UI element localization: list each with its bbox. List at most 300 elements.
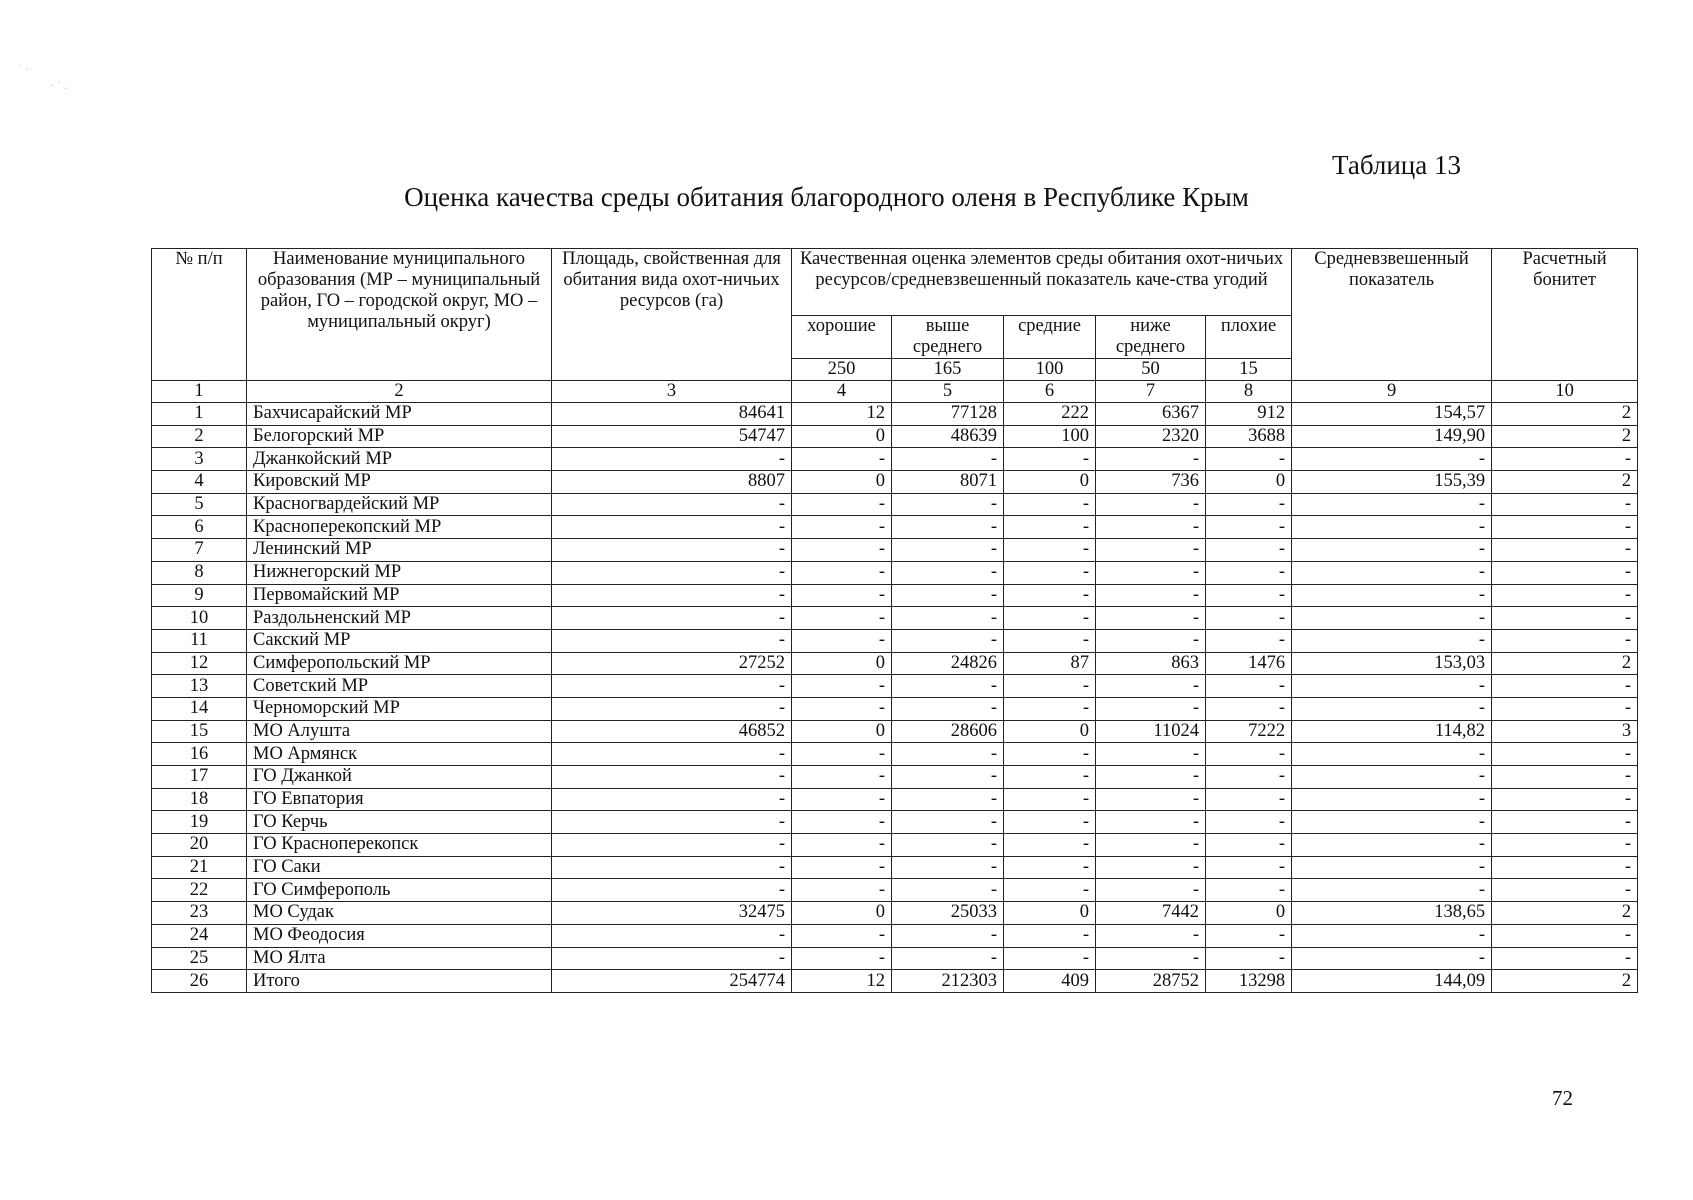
column-number: 4 xyxy=(792,381,892,403)
municipality-name: Бахчисарайский МР xyxy=(247,403,552,426)
column-number: 2 xyxy=(247,381,552,403)
row-number: 2 xyxy=(152,425,247,448)
row-number: 17 xyxy=(152,766,247,789)
average-value: 409 xyxy=(1004,970,1096,993)
below-average-value: - xyxy=(1096,493,1206,516)
below-average-value: - xyxy=(1096,561,1206,584)
average-value: - xyxy=(1004,493,1096,516)
municipality-name: Ленинский МР xyxy=(247,539,552,562)
average-value: - xyxy=(1004,697,1096,720)
habitat-area: - xyxy=(552,584,792,607)
below-average-value: - xyxy=(1096,607,1206,630)
row-number: 21 xyxy=(152,856,247,879)
table-row xyxy=(152,675,1638,698)
municipality-name: Советский МР xyxy=(247,675,552,698)
row-number: 18 xyxy=(152,788,247,811)
table-row xyxy=(152,970,1638,993)
municipality-name: ГО Саки xyxy=(247,856,552,879)
table-row xyxy=(152,697,1638,720)
column-number: 3 xyxy=(552,381,792,403)
scan-speck: · ˙ . xyxy=(50,78,67,92)
average-value: - xyxy=(1004,448,1096,471)
municipality-name: МО Ялта xyxy=(247,947,552,970)
good-value: - xyxy=(792,516,892,539)
weighted-index: 153,03 xyxy=(1292,652,1492,675)
average-value: - xyxy=(1004,856,1096,879)
poor-value: - xyxy=(1206,924,1292,947)
good-value: - xyxy=(792,856,892,879)
below-average-value: - xyxy=(1096,947,1206,970)
table-row xyxy=(152,947,1638,970)
weighted-index: - xyxy=(1292,834,1492,857)
poor-value: - xyxy=(1206,539,1292,562)
weight-above-average: 165 xyxy=(892,359,1004,381)
below-average-value: - xyxy=(1096,766,1206,789)
average-value: - xyxy=(1004,834,1096,857)
weighted-index: 149,90 xyxy=(1292,425,1492,448)
header-bonitet: Расчетный бонитет xyxy=(1492,249,1638,381)
poor-value: - xyxy=(1206,584,1292,607)
habitat-area: - xyxy=(552,743,792,766)
weighted-index: - xyxy=(1292,539,1492,562)
row-number: 22 xyxy=(152,879,247,902)
municipality-name: Джанкойский МР xyxy=(247,448,552,471)
poor-value: 0 xyxy=(1206,902,1292,925)
above-average-value: 8071 xyxy=(892,471,1004,494)
weighted-index: - xyxy=(1292,788,1492,811)
poor-value: - xyxy=(1206,448,1292,471)
habitat-area: - xyxy=(552,629,792,652)
above-average-value: - xyxy=(892,697,1004,720)
average-value: 0 xyxy=(1004,471,1096,494)
row-number: 25 xyxy=(152,947,247,970)
weighted-index: - xyxy=(1292,675,1492,698)
below-average-value: - xyxy=(1096,856,1206,879)
header-num: № п/п xyxy=(152,249,247,381)
municipality-name: МО Алушта xyxy=(247,720,552,743)
table-row xyxy=(152,493,1638,516)
weight-poor: 15 xyxy=(1206,359,1292,381)
poor-value: - xyxy=(1206,879,1292,902)
row-number: 7 xyxy=(152,539,247,562)
table-row xyxy=(152,561,1638,584)
weighted-index: - xyxy=(1292,493,1492,516)
table-row xyxy=(152,902,1638,925)
header-weighted: Средневзвешенный показатель xyxy=(1292,249,1492,381)
poor-value: 13298 xyxy=(1206,970,1292,993)
good-value: 0 xyxy=(792,425,892,448)
poor-value: - xyxy=(1206,629,1292,652)
municipality-name: Красноперекопский МР xyxy=(247,516,552,539)
table-row xyxy=(152,788,1638,811)
table-row xyxy=(152,539,1638,562)
below-average-value: - xyxy=(1096,697,1206,720)
above-average-value: - xyxy=(892,448,1004,471)
below-average-value: - xyxy=(1096,448,1206,471)
above-average-value: - xyxy=(892,607,1004,630)
table-row xyxy=(152,403,1638,426)
weighted-index: - xyxy=(1292,516,1492,539)
poor-value: - xyxy=(1206,675,1292,698)
below-average-value: - xyxy=(1096,743,1206,766)
municipality-name: Черноморский МР xyxy=(247,697,552,720)
column-number: 9 xyxy=(1292,381,1492,403)
row-number: 19 xyxy=(152,811,247,834)
below-average-value: - xyxy=(1096,675,1206,698)
poor-value: 1476 xyxy=(1206,652,1292,675)
good-value: - xyxy=(792,629,892,652)
table-body xyxy=(152,403,1638,993)
table-row xyxy=(152,516,1638,539)
habitat-area: 8807 xyxy=(552,471,792,494)
bonitet-value: - xyxy=(1492,607,1638,630)
row-number: 11 xyxy=(152,629,247,652)
habitat-area: - xyxy=(552,516,792,539)
row-number: 3 xyxy=(152,448,247,471)
table-row xyxy=(152,584,1638,607)
subheader-above-average: выше среднего xyxy=(892,316,1004,359)
habitat-area: 32475 xyxy=(552,902,792,925)
poor-value: 3688 xyxy=(1206,425,1292,448)
weighted-index: - xyxy=(1292,697,1492,720)
good-value: 0 xyxy=(792,720,892,743)
habitat-area: - xyxy=(552,607,792,630)
above-average-value: 48639 xyxy=(892,425,1004,448)
bonitet-value: - xyxy=(1492,924,1638,947)
row-number: 23 xyxy=(152,902,247,925)
below-average-value: 11024 xyxy=(1096,720,1206,743)
good-value: - xyxy=(792,879,892,902)
poor-value: - xyxy=(1206,811,1292,834)
bonitet-value: - xyxy=(1492,448,1638,471)
weight-below-average: 50 xyxy=(1096,359,1206,381)
header-name: Наименование муниципального образования (МР – муниципальный район, ГО – городской округ, МО – муниципальный округ) xyxy=(247,249,552,381)
habitat-area: - xyxy=(552,947,792,970)
poor-value: - xyxy=(1206,947,1292,970)
poor-value: - xyxy=(1206,766,1292,789)
weighted-index: 114,82 xyxy=(1292,720,1492,743)
bonitet-value: - xyxy=(1492,766,1638,789)
row-number: 8 xyxy=(152,561,247,584)
habitat-area: 254774 xyxy=(552,970,792,993)
good-value: - xyxy=(792,697,892,720)
average-value: 0 xyxy=(1004,720,1096,743)
above-average-value: - xyxy=(892,493,1004,516)
weighted-index: - xyxy=(1292,879,1492,902)
bonitet-value: - xyxy=(1492,856,1638,879)
bonitet-value: 2 xyxy=(1492,652,1638,675)
municipality-name: МО Судак xyxy=(247,902,552,925)
row-number: 13 xyxy=(152,675,247,698)
habitat-area: - xyxy=(552,539,792,562)
good-value: - xyxy=(792,924,892,947)
document-title: Оценка качества среды обитания благородного оленя в Республике Крым xyxy=(404,182,1249,212)
weighted-index: - xyxy=(1292,607,1492,630)
weighted-index: 138,65 xyxy=(1292,902,1492,925)
average-value: - xyxy=(1004,743,1096,766)
below-average-value: - xyxy=(1096,834,1206,857)
municipality-name: Белогорский МР xyxy=(247,425,552,448)
table-row xyxy=(152,720,1638,743)
good-value: - xyxy=(792,561,892,584)
poor-value: - xyxy=(1206,607,1292,630)
average-value: 0 xyxy=(1004,902,1096,925)
below-average-value: - xyxy=(1096,811,1206,834)
poor-value: - xyxy=(1206,788,1292,811)
municipality-name: ГО Красноперекопск xyxy=(247,834,552,857)
good-value: - xyxy=(792,539,892,562)
bonitet-value: - xyxy=(1492,539,1638,562)
habitat-area: - xyxy=(552,879,792,902)
bonitet-value: - xyxy=(1492,947,1638,970)
table-row xyxy=(152,856,1638,879)
weight-average: 100 xyxy=(1004,359,1096,381)
average-value: - xyxy=(1004,766,1096,789)
below-average-value: - xyxy=(1096,924,1206,947)
row-number: 16 xyxy=(152,743,247,766)
average-value: - xyxy=(1004,584,1096,607)
poor-value: - xyxy=(1206,856,1292,879)
row-number: 26 xyxy=(152,970,247,993)
habitat-area: - xyxy=(552,561,792,584)
good-value: - xyxy=(792,493,892,516)
row-number: 1 xyxy=(152,403,247,426)
average-value: - xyxy=(1004,629,1096,652)
good-value: 12 xyxy=(792,403,892,426)
good-value: 0 xyxy=(792,652,892,675)
good-value: - xyxy=(792,766,892,789)
table-row xyxy=(152,425,1638,448)
row-number: 5 xyxy=(152,493,247,516)
good-value: - xyxy=(792,811,892,834)
weighted-index: - xyxy=(1292,811,1492,834)
good-value: - xyxy=(792,448,892,471)
above-average-value: - xyxy=(892,834,1004,857)
above-average-value: - xyxy=(892,516,1004,539)
good-value: - xyxy=(792,584,892,607)
above-average-value: - xyxy=(892,947,1004,970)
above-average-value: 28606 xyxy=(892,720,1004,743)
below-average-value: - xyxy=(1096,788,1206,811)
bonitet-value: - xyxy=(1492,743,1638,766)
good-value: - xyxy=(792,788,892,811)
weighted-index: - xyxy=(1292,924,1492,947)
poor-value: - xyxy=(1206,743,1292,766)
average-value: 87 xyxy=(1004,652,1096,675)
average-value: - xyxy=(1004,924,1096,947)
above-average-value: - xyxy=(892,629,1004,652)
below-average-value: - xyxy=(1096,879,1206,902)
average-value: - xyxy=(1004,607,1096,630)
table-row xyxy=(152,924,1638,947)
municipality-name: Первомайский МР xyxy=(247,584,552,607)
header-quality: Качественная оценка элементов среды обитания охот-ничьих ресурсов/средневзвешенный показатель каче-ства угодий xyxy=(792,249,1292,316)
average-value: - xyxy=(1004,788,1096,811)
municipality-name: ГО Джанкой xyxy=(247,766,552,789)
habitat-area: - xyxy=(552,493,792,516)
average-value: - xyxy=(1004,947,1096,970)
below-average-value: - xyxy=(1096,516,1206,539)
municipality-name: ГО Керчь xyxy=(247,811,552,834)
municipality-name: Сакский МР xyxy=(247,629,552,652)
average-value: - xyxy=(1004,675,1096,698)
below-average-value: - xyxy=(1096,629,1206,652)
row-number: 6 xyxy=(152,516,247,539)
above-average-value: 24826 xyxy=(892,652,1004,675)
above-average-value: - xyxy=(892,675,1004,698)
municipality-name: МО Армянск xyxy=(247,743,552,766)
row-number: 10 xyxy=(152,607,247,630)
habitat-quality-table xyxy=(151,248,1638,993)
habitat-area: - xyxy=(552,788,792,811)
habitat-area: - xyxy=(552,924,792,947)
bonitet-value: 2 xyxy=(1492,970,1638,993)
below-average-value: 736 xyxy=(1096,471,1206,494)
good-value: 12 xyxy=(792,970,892,993)
habitat-area: - xyxy=(552,834,792,857)
bonitet-value: 2 xyxy=(1492,902,1638,925)
table-row xyxy=(152,766,1638,789)
below-average-value: - xyxy=(1096,584,1206,607)
bonitet-value: - xyxy=(1492,834,1638,857)
weighted-index: 144,09 xyxy=(1292,970,1492,993)
below-average-value: 28752 xyxy=(1096,970,1206,993)
good-value: - xyxy=(792,947,892,970)
good-value: - xyxy=(792,607,892,630)
good-value: - xyxy=(792,675,892,698)
bonitet-value: - xyxy=(1492,788,1638,811)
below-average-value: 6367 xyxy=(1096,403,1206,426)
table-row xyxy=(152,652,1638,675)
weighted-index: - xyxy=(1292,856,1492,879)
habitat-area: 27252 xyxy=(552,652,792,675)
table-row xyxy=(152,834,1638,857)
header-area: Площадь, свойственная для обитания вида охот-ничьих ресурсов (га) xyxy=(552,249,792,381)
row-number: 9 xyxy=(152,584,247,607)
bonitet-value: - xyxy=(1492,629,1638,652)
above-average-value: - xyxy=(892,561,1004,584)
good-value: - xyxy=(792,743,892,766)
table-row xyxy=(152,743,1638,766)
average-value: - xyxy=(1004,811,1096,834)
average-value: - xyxy=(1004,516,1096,539)
bonitet-value: - xyxy=(1492,516,1638,539)
bonitet-value: - xyxy=(1492,584,1638,607)
subheader-poor: плохие xyxy=(1206,316,1292,359)
table-label: Таблица 13 xyxy=(1332,150,1461,180)
poor-value: - xyxy=(1206,516,1292,539)
weighted-index: 155,39 xyxy=(1292,471,1492,494)
bonitet-value: 3 xyxy=(1492,720,1638,743)
row-number: 12 xyxy=(152,652,247,675)
scan-speck: ˙ · xyxy=(18,62,29,76)
municipality-name: ГО Евпатория xyxy=(247,788,552,811)
bonitet-value: - xyxy=(1492,697,1638,720)
bonitet-value: 2 xyxy=(1492,403,1638,426)
habitat-area: - xyxy=(552,448,792,471)
above-average-value: - xyxy=(892,539,1004,562)
bonitet-value: - xyxy=(1492,879,1638,902)
table-row xyxy=(152,607,1638,630)
table-row xyxy=(152,471,1638,494)
subheader-average: средние xyxy=(1004,316,1096,359)
weighted-index: - xyxy=(1292,766,1492,789)
column-number: 6 xyxy=(1004,381,1096,403)
above-average-value: - xyxy=(892,856,1004,879)
habitat-area: - xyxy=(552,675,792,698)
weight-good: 250 xyxy=(792,359,892,381)
above-average-value: - xyxy=(892,766,1004,789)
column-number: 5 xyxy=(892,381,1004,403)
weighted-index: - xyxy=(1292,743,1492,766)
above-average-value: - xyxy=(892,811,1004,834)
habitat-area: 84641 xyxy=(552,403,792,426)
municipality-name: Кировский МР xyxy=(247,471,552,494)
habitat-area: - xyxy=(552,811,792,834)
row-number: 4 xyxy=(152,471,247,494)
page-number: 72 xyxy=(1552,1086,1573,1110)
below-average-value: 863 xyxy=(1096,652,1206,675)
habitat-area: - xyxy=(552,766,792,789)
municipality-name: Нижнегорский МР xyxy=(247,561,552,584)
weighted-index: - xyxy=(1292,629,1492,652)
above-average-value: - xyxy=(892,879,1004,902)
row-number: 15 xyxy=(152,720,247,743)
subheader-good: хорошие xyxy=(792,316,892,359)
bonitet-value: 2 xyxy=(1492,425,1638,448)
column-number: 8 xyxy=(1206,381,1292,403)
above-average-value: 212303 xyxy=(892,970,1004,993)
good-value: 0 xyxy=(792,471,892,494)
weighted-index: - xyxy=(1292,584,1492,607)
average-value: - xyxy=(1004,539,1096,562)
municipality-name: ГО Симферополь xyxy=(247,879,552,902)
municipality-name: Итого xyxy=(247,970,552,993)
bonitet-value: - xyxy=(1492,561,1638,584)
average-value: 222 xyxy=(1004,403,1096,426)
above-average-value: - xyxy=(892,788,1004,811)
subheader-below-average: ниже среднего xyxy=(1096,316,1206,359)
weighted-index: - xyxy=(1292,947,1492,970)
poor-value: - xyxy=(1206,493,1292,516)
habitat-area: 46852 xyxy=(552,720,792,743)
above-average-value: 77128 xyxy=(892,403,1004,426)
average-value: - xyxy=(1004,879,1096,902)
above-average-value: 25033 xyxy=(892,902,1004,925)
table-row xyxy=(152,879,1638,902)
bonitet-value: - xyxy=(1492,811,1638,834)
habitat-area: - xyxy=(552,697,792,720)
poor-value: - xyxy=(1206,697,1292,720)
table-row xyxy=(152,448,1638,471)
bonitet-value: - xyxy=(1492,675,1638,698)
average-value: - xyxy=(1004,561,1096,584)
above-average-value: - xyxy=(892,924,1004,947)
habitat-area: - xyxy=(552,856,792,879)
above-average-value: - xyxy=(892,743,1004,766)
below-average-value: 2320 xyxy=(1096,425,1206,448)
municipality-name: Раздольненский МР xyxy=(247,607,552,630)
bonitet-value: 2 xyxy=(1492,471,1638,494)
poor-value: - xyxy=(1206,561,1292,584)
below-average-value: - xyxy=(1096,539,1206,562)
weighted-index: - xyxy=(1292,561,1492,584)
table-row xyxy=(152,629,1638,652)
above-average-value: - xyxy=(892,584,1004,607)
row-number: 24 xyxy=(152,924,247,947)
row-number: 14 xyxy=(152,697,247,720)
poor-value: 7222 xyxy=(1206,720,1292,743)
